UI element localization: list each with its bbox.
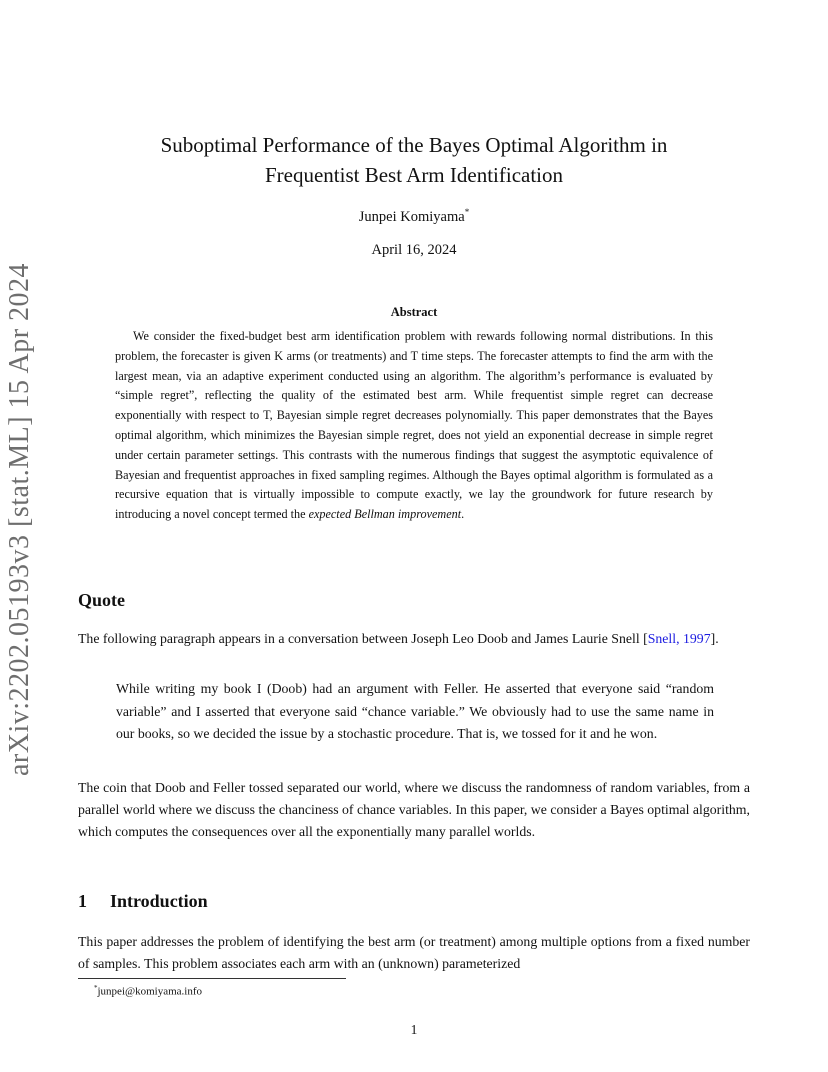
citation-link[interactable]: Snell, 1997	[647, 631, 711, 646]
abstract-end: .	[461, 507, 465, 522]
abstract-italic-term: expected Bellman improvement	[308, 507, 462, 522]
section-number: 1	[78, 891, 87, 911]
author	[0, 207, 828, 226]
footnote-email[interactable]: junpei@komiyama.info	[97, 985, 203, 998]
abstract-body	[115, 327, 713, 525]
citation-bracket-open: [	[643, 631, 648, 646]
title-line-2: Frequentist Best Arm Identification	[264, 163, 564, 187]
quote-heading: Quote	[78, 590, 125, 610]
abstract-heading: Abstract	[390, 305, 438, 319]
quote-intro-text: The following paragraph appears in a conversation between Joseph Leo Doob and James Laurie Snell	[78, 631, 640, 646]
page-number: 1	[410, 1022, 418, 1037]
footnote-divider	[78, 978, 346, 979]
author-name: Junpei Komiyama	[358, 208, 465, 225]
footnote-mark: *	[94, 984, 98, 992]
quote-intro-paragraph	[78, 628, 750, 650]
abstract-text: We consider the fixed-budget best arm identification problem with rewards following normal distributions. In this problem, the forecaster is given K arms (or treatments) and T time steps. The forecaster attempts to find the arm with the largest mean, via an adaptive experiment conducted using an algorithm. The algorithm’s performance is evaluated by “simple regret”, reflecting the quality of the estimated best arm. While frequentist simple regret can decrease exponentially with respect to T, Bayesian simple regret decreases polynomially. This paper demonstrates that the Bayes optimal algorithm, which minimizes the Bayesian simple regret, does not yield an exponential decrease in simple regret under certain parameter settings. This contrasts with the numerous findings that suggest the asymptotic equivalence of Bayesian and frequentist approaches in fixed sampling regimes. Although the Bayes optimal algorithm is formulated as a recursive equation that is virtually impossible to compute exactly, we lay the groundwork for future research by introducing a novel concept termed the	[115, 329, 713, 522]
arxiv-identifier: arXiv:2202.05193v3 [stat.ML] 15 Apr 2024	[4, 262, 35, 776]
author-footnote-mark: *	[464, 207, 470, 217]
blockquote: While writing my book I (Doob) had an argument with Feller. He asserted that everyone said “random variable” and I asserted that everyone said “chance variable.” We obviously had to use the same name in our books, so we decided the issue by a stochastic procedure. That is, we tossed for it and he won.	[116, 681, 714, 741]
citation-bracket-close: ].	[710, 631, 719, 646]
section-title: Introduction	[110, 891, 208, 911]
introduction-paragraph: This paper addresses the problem of identifying the best arm (or treatment) among multiple options from a fixed number of samples. This problem associates each arm with an (unknown) parameterized	[78, 934, 750, 971]
footnote	[94, 984, 202, 998]
title-line-1: Suboptimal Performance of the Bayes Optimal Algorithm in	[160, 133, 668, 157]
publication-date: April 16, 2024	[371, 242, 457, 258]
introduction-heading	[78, 891, 208, 912]
paper-title	[0, 130, 828, 190]
quote-followup-paragraph: The coin that Doob and Feller tossed separated our world, where we discuss the randomness of random variables, from a parallel world where we discuss the chanciness of chance variables. In this paper, we consider a Bayes optimal algorithm, which computes the consequences over all the exponentially many parallel worlds.	[78, 780, 750, 839]
